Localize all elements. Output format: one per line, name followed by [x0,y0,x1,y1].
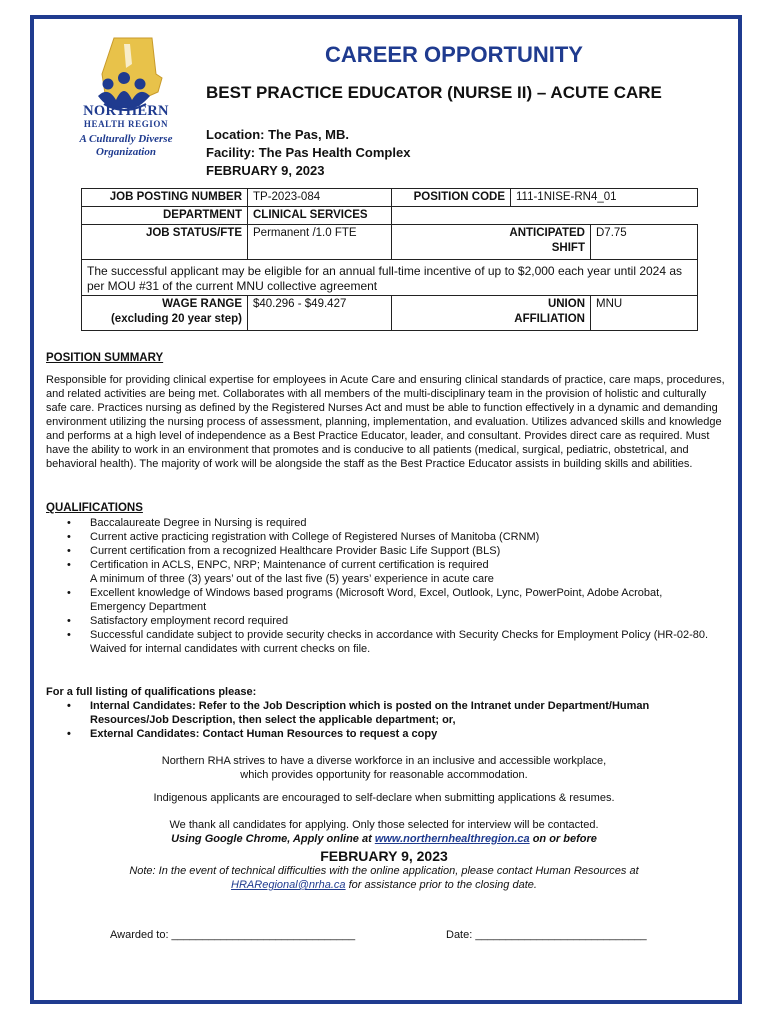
posting-number-label: JOB POSTING NUMBER [82,189,248,207]
anticipated-shift-label [392,225,591,260]
website-link[interactable]: www.northernhealthregion.ca [374,833,530,845]
job-facility: Facility: The Pas Health Complex [206,145,411,160]
union-affiliation-value: MNU [591,296,698,331]
awarded-to-line: Awarded to: ______________________________ [110,929,356,941]
job-location: Location: The Pas, MB. [206,127,350,142]
external-candidates-text: External Candidates: Contact Human Resources to request a copy [90,728,438,740]
wage-range-label [82,296,248,331]
bullet-icon: • [67,517,71,529]
posting-number-value: TP-2023-084 [248,189,392,207]
qualification-text: Certification in ACLS, ENPC, NRP; Maintenance of current certification is required [90,559,489,571]
logo-org-line2: HEALTH REGION [83,119,169,129]
position-summary-text: Responsible for providing clinical expertise for employees in Acute Care and ensuring clinical standards of practice, care maps, procedures, and related activities are being met. Collaborates with all members of the multi-disciplinary team in the provision of holistic and culturally safe care. Practices nursing as defined by the Registered Nurses Act and must be able to function effectively in a dynamic and demanding environment utilizing the nursing process of assessment, planning, implementation, and evaluation. Utilizes advanced skills and knowledge and performs at a high level of independence as a Best Practice Educator, leader, and consultant. Provides direct care as required. Must have the ability to work in an environment that promotes and is conducive to all patients (medical, surgical, pediatric, obstetrical, and behavioral health). The majority of work will be alongside the staff as the Best Practice Educator assists in building skills and abilities. [46,374,725,470]
bullet-icon: • [67,728,71,740]
technical-note-line2 [46,878,722,892]
bullet-icon: • [67,531,71,543]
qualifications-list [46,516,716,656]
bullet-icon: • [67,587,71,599]
position-code-value: 111-1NISE-RN4_01 [511,189,698,207]
table-row [82,207,698,225]
job-status-value: Permanent /1.0 FTE [248,225,392,260]
job-status-label: JOB STATUS/FTE [82,225,248,260]
table-row [82,189,698,207]
technical-note [46,864,722,892]
listing-heading: For a full listing of qualifications please: [46,686,257,698]
bullet-icon: • [67,700,71,712]
qualification-text: Current active practicing registration with College of Registered Nurses of Manitoba (CRNM) [90,531,540,543]
qualification-text: Successful candidate subject to provide security checks in accordance with Security Checks for Employment Policy (HR-02-80. Waived for internal candidates with current checks on file. [90,629,709,655]
closing-date: FEBRUARY 9, 2023 [320,848,448,864]
list-item [46,558,716,586]
hr-email-link[interactable]: HRARegional@nrha.ca [231,879,346,891]
qualification-text: Baccalaureate Degree in Nursing is required [90,517,307,529]
wage-range-value: $40.296 - $49.427 [248,296,392,331]
list-item [46,699,716,727]
qualifications-heading: QUALIFICATIONS [46,502,143,514]
logo-org-line1: NORTHERN [83,103,169,119]
list-item [46,614,716,628]
list-item [46,516,716,530]
qualification-text: Satisfactory employment record required [90,615,289,627]
experience-requirement: A minimum of three (3) years’ out of the last five (5) years’ experience in acute care [90,573,494,585]
list-item [46,727,716,741]
date-line: Date: ____________________________ [446,929,647,941]
incentive-note: The successful applicant may be eligible for an annual full-time incentive of up to $2,000 each year until 2024 as per MOU #31 of the current MNU collective agreement [82,260,698,296]
logo-org-name [60,104,192,130]
list-item [46,530,716,544]
job-title: BEST PRACTICE EDUCATOR (NURSE II) – ACUTE CARE [206,83,662,102]
diversity-line1: Northern RHA strives to have a diverse workforce in an inclusive and accessible workplace, [161,755,607,767]
page-heading: CAREER OPPORTUNITY [325,42,583,67]
empty-cell [392,207,698,225]
union-label-line1: UNION [547,298,585,310]
bullet-icon: • [67,545,71,557]
bullet-icon: • [67,615,71,627]
position-summary-heading: POSITION SUMMARY [46,352,164,364]
apply-prefix: Using Google Chrome, Apply online at [171,833,375,845]
apply-suffix: on or before [529,833,597,845]
posting-date: FEBRUARY 9, 2023 [206,163,325,178]
shift-label-line1: ANTICIPATED [509,227,585,239]
logo-tagline-line1: A Culturally Diverse [79,133,173,145]
table-row [82,225,698,260]
bullet-icon: • [67,629,71,641]
list-item [46,544,716,558]
apply-online-line [46,832,722,846]
union-affiliation-label [392,296,591,331]
department-label: DEPARTMENT [82,207,248,225]
position-code-label: POSITION CODE [392,189,511,207]
logo-tagline [60,133,192,159]
indigenous-statement: Indigenous applicants are encouraged to self-declare when submitting applications & resumes. [153,792,615,804]
logo-tagline-line2: Organization [96,146,156,158]
list-item [46,586,716,614]
shift-label-line2: SHIFT [551,242,585,254]
technical-note-line1: Note: In the event of technical difficulties with the online application, please contact Human Resources at [129,865,639,877]
union-label-line2: AFFILIATION [514,313,585,325]
wage-label-line2: (excluding 20 year step) [110,313,242,325]
qualification-text: Current certification from a recognized Healthcare Provider Basic Life Support (BLS) [90,545,501,557]
qualification-text: Excellent knowledge of Windows based programs (Microsoft Word, Excel, Outlook, Lync, PowerPoint, Adobe Acrobat, Emergency Department [90,587,663,613]
table-row [82,296,698,331]
table-row [82,260,698,296]
thanks-statement: We thank all candidates for applying. Only those selected for interview will be contacted. [169,819,599,831]
job-details-table [81,188,698,331]
diversity-line2: which provides opportunity for reasonable accommodation. [240,769,528,781]
anticipated-shift-value: D7.75 [591,225,698,260]
bullet-icon: • [67,559,71,571]
wage-label-line1: WAGE RANGE [162,298,242,310]
internal-candidates-text: Internal Candidates: Refer to the Job Description which is posted on the Intranet under Department/Human Resources/Job Description, then select the applicable department; or, [90,700,650,726]
department-value: CLINICAL SERVICES [248,207,392,225]
list-item [46,628,716,656]
technical-note-suffix: for assistance prior to the closing date. [345,879,537,891]
listing-list [46,699,716,741]
